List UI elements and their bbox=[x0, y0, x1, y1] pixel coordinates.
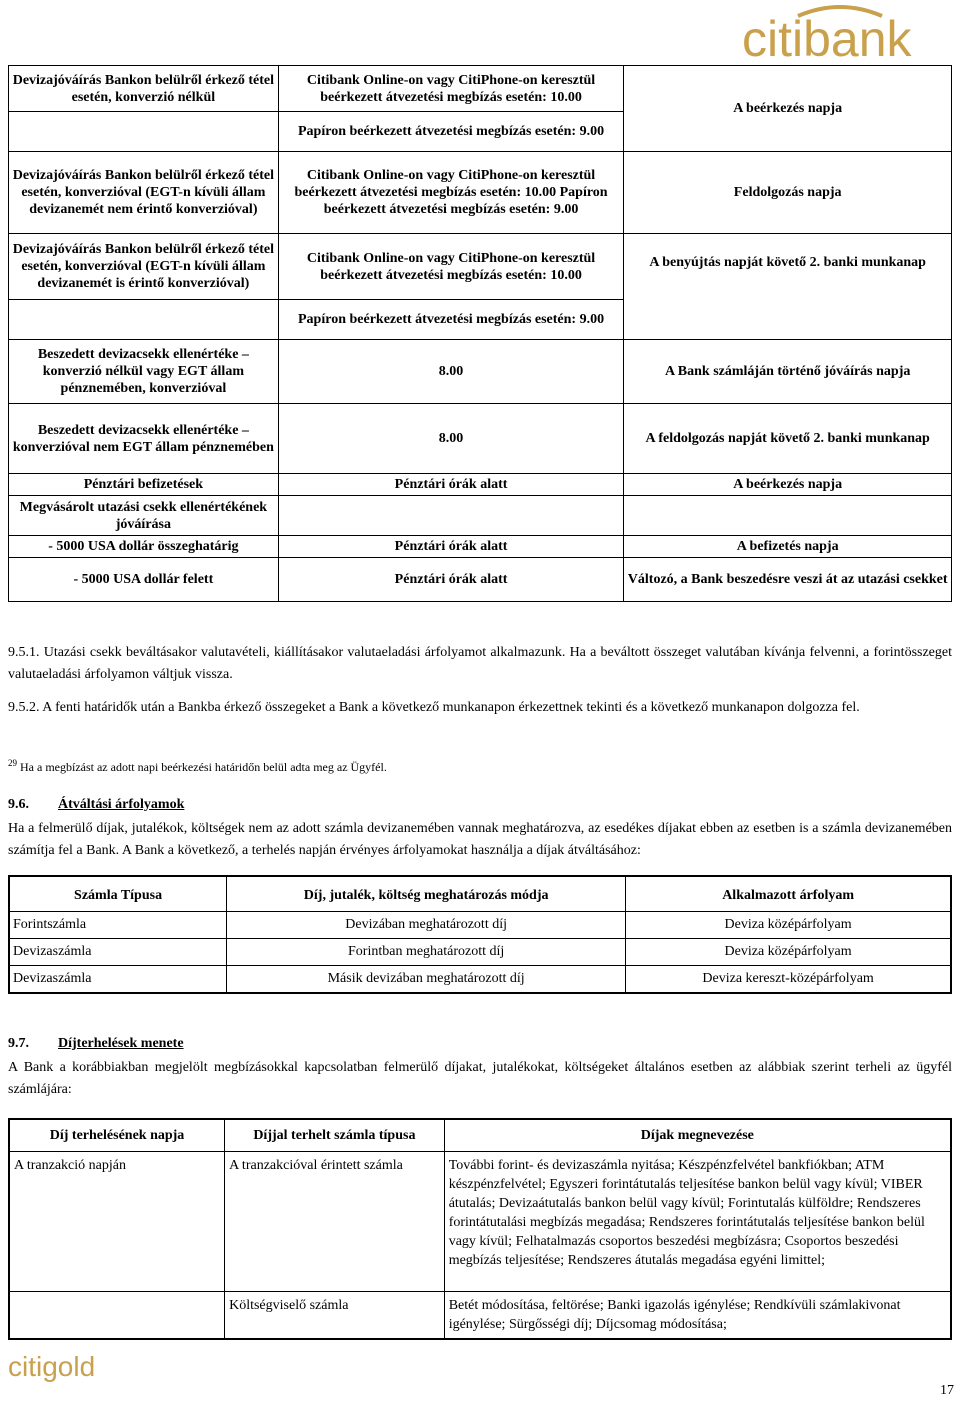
paragraph-9-7: A Bank a korábbiakban megjelölt megbízásokkal kapcsolatban felmerülő díjakat, jutalékokat, költségeket általános esetben az alábbiak szerint terheli az ügyfél számlájára: bbox=[8, 1060, 952, 1097]
section-heading-9-7 bbox=[8, 1036, 184, 1052]
table-cell: Feldolgozás napja bbox=[624, 152, 952, 234]
table-cell: A tranzakció napján bbox=[9, 1152, 225, 1292]
table-cell: Betét módosítása, feltörése; Banki igazolás igénylése; Rendkívüli számlakivonat igénylése; Sürgősségi díj; Díjcsomag módosítása; bbox=[444, 1292, 951, 1340]
table-cell: Deviza középárfolyam bbox=[626, 912, 951, 939]
deadline-table bbox=[8, 65, 952, 602]
footnote bbox=[8, 758, 387, 775]
table-cell: 8.00 bbox=[278, 340, 624, 404]
table-cell bbox=[624, 496, 952, 536]
table-header-cell: Díjjal terhelt számla típusa bbox=[225, 1119, 445, 1152]
table-cell: Költségviselő számla bbox=[225, 1292, 445, 1340]
section-number: 9.7. bbox=[8, 1036, 29, 1051]
table-cell: - 5000 USA dollár összeghatárig bbox=[9, 536, 279, 558]
paragraph-9-5-1: 9.5.1. Utazási csekk beváltásakor valutavételi, kiállításakor valutaeladási árfolyamot alkalmazunk. Ha a beváltott összeget valutában kívánja felvenni, a forintösszeget valutaeladási árfolyamon váltjuk vissza. bbox=[8, 645, 952, 682]
table-cell: Citibank Online-on vagy CitiPhone-on keresztül beérkezett átvezetési megbízás esetén: 10.00 bbox=[278, 234, 624, 300]
table-header-cell: Számla Típusa bbox=[9, 876, 227, 912]
table-cell: A Bank számláján történő jóváírás napja bbox=[624, 340, 952, 404]
table-cell: Devizaszámla bbox=[9, 966, 227, 994]
table-cell: Devizajóváírás Bankon belülről érkező tétel esetén, konverzió nélkül bbox=[9, 66, 279, 112]
table-row bbox=[9, 340, 952, 404]
footnote-mark: 29 bbox=[8, 758, 17, 768]
table-cell: Pénztári órák alatt bbox=[278, 536, 624, 558]
fee-charging-table bbox=[8, 1118, 952, 1340]
footnote-text: Ha a megbízást az adott napi beérkezési határidőn belül adta meg az Ügyfél. bbox=[17, 760, 387, 774]
paragraph-9-5-2: 9.5.2. A fenti határidők után a Bankba érkező összegeket a Bank a következő munkanapon érkezettnek tekinti és a következő munkanapon dolgozza fel. bbox=[8, 700, 860, 715]
table-row bbox=[9, 939, 951, 966]
table-cell: Papíron beérkezett átvezetési megbízás esetén: 9.00 bbox=[278, 112, 624, 152]
table-row bbox=[9, 152, 952, 234]
table-header-cell: Alkalmazott árfolyam bbox=[626, 876, 951, 912]
table-cell bbox=[9, 1292, 225, 1340]
table-row bbox=[9, 404, 952, 474]
table-cell: Forintszámla bbox=[9, 912, 227, 939]
table-cell: További forint- és devizaszámla nyitása; Készpénzfelvétel bankfiókban; ATM készpénzfelvétel; Egyszeri forintátutalás teljesítése bankon belül vagy kívül; VIBER átutalás; Devizaátutalás bankon belül vagy kívül; Forintutalás külföldre; Rendszeres forintátutalási megbízás megadása; Rendszeres forintátutalás teljesítése bankon belül vagy kívül; Felhatalmazás csoportos beszedési megbízásra; Csoportos beszedési megbízás teljesítése; Rendszeres átutalás megadása egyéni limittel; bbox=[444, 1152, 951, 1292]
table-cell: A tranzakcióval érintett számla bbox=[225, 1152, 445, 1292]
table-row bbox=[9, 536, 952, 558]
table-cell: Devizaszámla bbox=[9, 939, 227, 966]
table-header-cell: Díj terhelésének napja bbox=[9, 1119, 225, 1152]
citibank-logo bbox=[740, 2, 950, 60]
exchange-rate-table bbox=[8, 875, 952, 994]
table-cell: - 5000 USA dollár felett bbox=[9, 558, 279, 602]
table-cell: Devizajóváírás Bankon belülről érkező tétel esetén, konverzióval (EGT-n kívüli állam devizanemét nem érintő konverzióval) bbox=[9, 152, 279, 234]
section-heading-9-6 bbox=[8, 797, 184, 813]
table-cell: Megvásárolt utazási csekk ellenértékének jóváírása bbox=[9, 496, 279, 536]
table-cell bbox=[9, 112, 279, 152]
table-cell: Beszedett devizacsekk ellenértéke – konverzióval nem EGT állam pénznemében bbox=[9, 404, 279, 474]
table-cell: Másik devizában meghatározott díj bbox=[227, 966, 626, 994]
table-cell: A beérkezés napja bbox=[624, 474, 952, 496]
table-row bbox=[9, 966, 951, 994]
table-cell: Változó, a Bank beszedésre veszi át az utazási csekket bbox=[624, 558, 952, 602]
table-cell: Devizajóváírás Bankon belülről érkező tétel esetén, konverzióval (EGT-n kívüli állam devizanemét is érintő konverzióval) bbox=[9, 234, 279, 300]
table-header-row bbox=[9, 876, 951, 912]
table-cell: Deviza középárfolyam bbox=[626, 939, 951, 966]
table-cell: Pénztári órák alatt bbox=[278, 558, 624, 602]
table-cell: A beérkezés napja bbox=[624, 66, 952, 152]
table-cell: Pénztári befizetések bbox=[9, 474, 279, 496]
table-cell: Forintban meghatározott díj bbox=[227, 939, 626, 966]
table-cell: Citibank Online-on vagy CitiPhone-on keresztül beérkezett átvezetési megbízás esetén: 10.00 bbox=[278, 66, 624, 112]
table-header-row bbox=[9, 1119, 951, 1152]
svg-text:citibank: citibank bbox=[742, 11, 912, 60]
table-header-cell: Díj, jutalék, költség meghatározás módja bbox=[227, 876, 626, 912]
table-row bbox=[9, 558, 952, 602]
table-row bbox=[9, 474, 952, 496]
page-number: 17 bbox=[940, 1383, 954, 1398]
section-title: Díjterhelések menete bbox=[58, 1036, 184, 1051]
paragraph-9-6: Ha a felmerülő díjak, jutalékok, költségek nem az adott számla devizanemében vannak meghatározva, az esedékes díjakat ebben az esetben is a számla devizanemében számítja fel a Bank. A Bank a következő, a terhelés napján érvényes árfolyamokat használja a díjak átváltásához: bbox=[8, 821, 952, 858]
table-row bbox=[9, 66, 952, 112]
table-header-cell: Díjak megnevezése bbox=[444, 1119, 951, 1152]
table-cell: A benyújtás napját követő 2. banki munkanap bbox=[624, 234, 952, 340]
table-cell: A befizetés napja bbox=[624, 536, 952, 558]
table-cell: Citibank Online-on vagy CitiPhone-on keresztül beérkezett átvezetési megbízás esetén: 10.00 Papíron beérkezett átvezetési megbízás esetén: 9.00 bbox=[278, 152, 624, 234]
table-cell bbox=[278, 496, 624, 536]
citigold-logo bbox=[8, 1350, 104, 1382]
table-cell: A feldolgozás napját követő 2. banki munkanap bbox=[624, 404, 952, 474]
table-row bbox=[9, 496, 952, 536]
table-row bbox=[9, 1152, 951, 1292]
table-cell: Papíron beérkezett átvezetési megbízás esetén: 9.00 bbox=[278, 300, 624, 340]
section-title: Átváltási árfolyamok bbox=[58, 797, 185, 812]
table-row bbox=[9, 234, 952, 300]
svg-text:citigold: citigold bbox=[8, 1351, 96, 1382]
table-cell: Deviza kereszt-középárfolyam bbox=[626, 966, 951, 994]
table-cell: Devizában meghatározott díj bbox=[227, 912, 626, 939]
table-row bbox=[9, 1292, 951, 1340]
section-number: 9.6. bbox=[8, 797, 29, 812]
table-cell: Pénztári órák alatt bbox=[278, 474, 624, 496]
table-cell: 8.00 bbox=[278, 404, 624, 474]
table-cell bbox=[9, 300, 279, 340]
table-row bbox=[9, 912, 951, 939]
table-cell: Beszedett devizacsekk ellenértéke – konverzió nélkül vagy EGT állam pénznemében, konverzióval bbox=[9, 340, 279, 404]
